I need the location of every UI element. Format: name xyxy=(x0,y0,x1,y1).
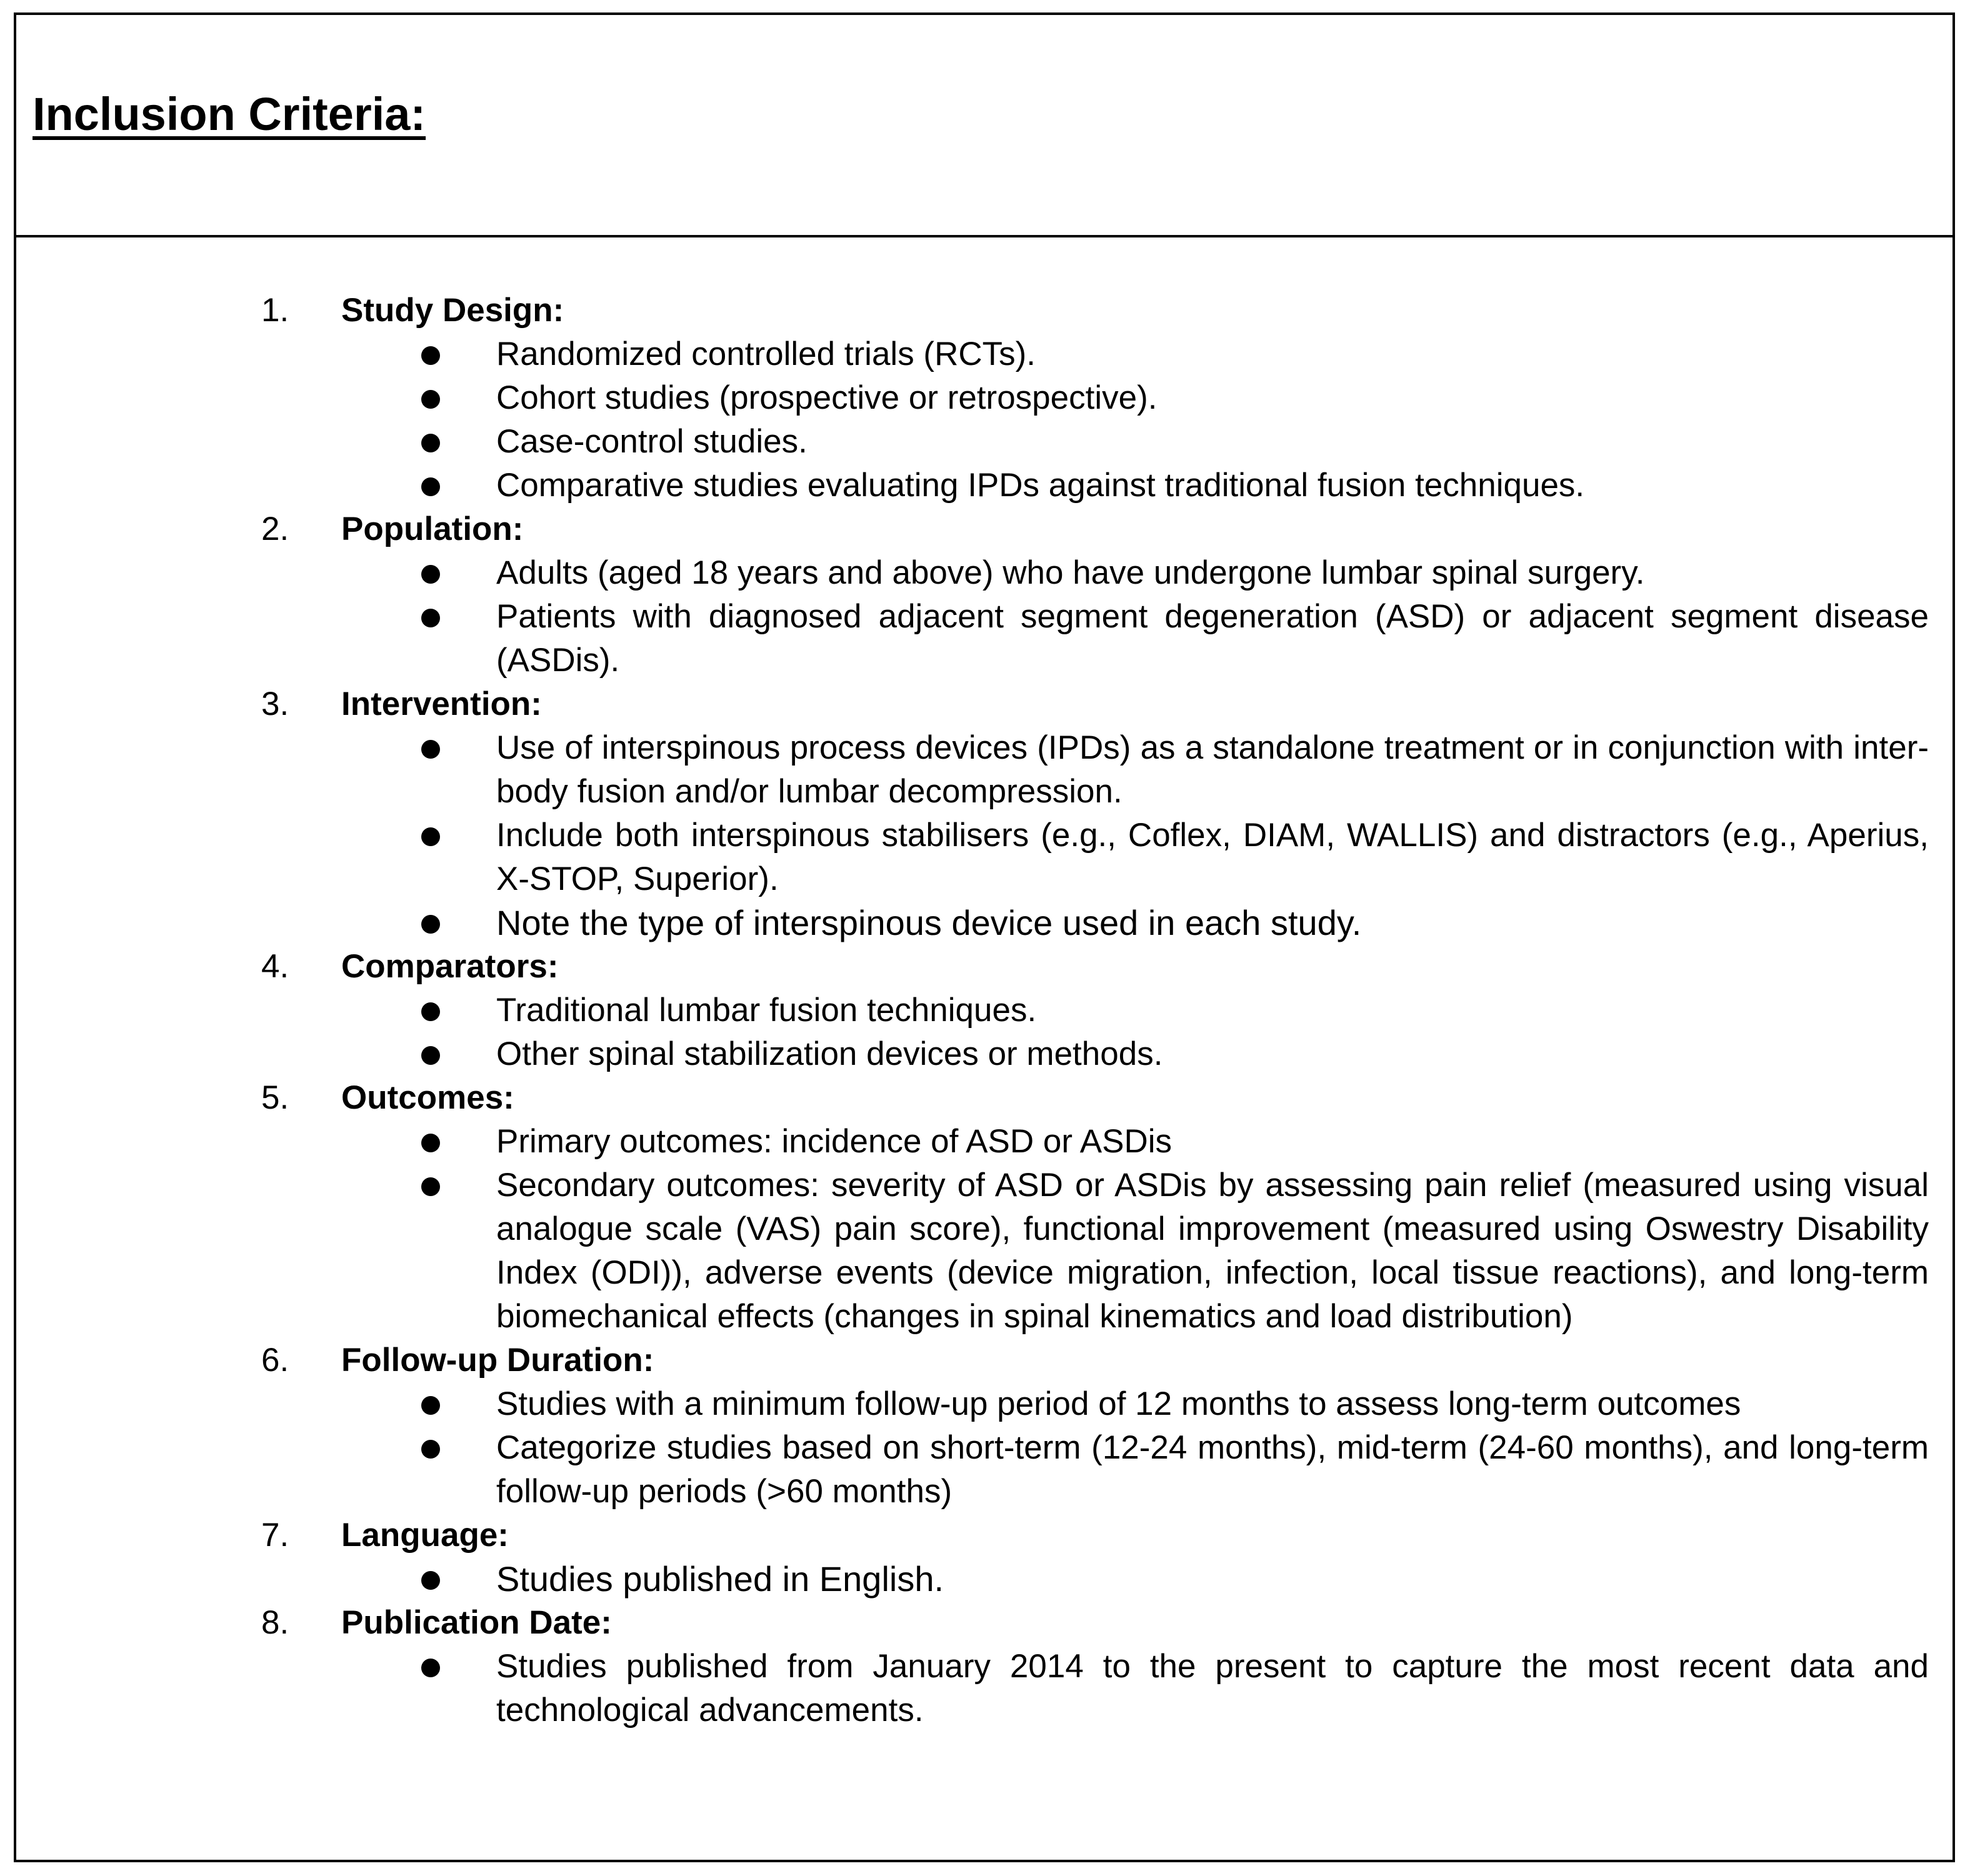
bullet-list xyxy=(16,551,1952,682)
bullet-icon xyxy=(421,1659,440,1677)
criterion-number: 8. xyxy=(261,1604,289,1641)
bullet-list xyxy=(16,726,1952,945)
page-title: Inclusion Criteria: xyxy=(32,88,426,140)
list-item-text: Adults (aged 18 years and above) who have undergone lumbar spinal surgery. xyxy=(496,554,1645,591)
bullet-list xyxy=(16,1120,1952,1339)
bullet-list xyxy=(16,332,1952,507)
list-item xyxy=(16,1382,1952,1426)
list-item xyxy=(16,332,1952,376)
bullet-list xyxy=(16,989,1952,1076)
bullet-icon xyxy=(421,915,440,934)
bullet-icon xyxy=(421,1002,440,1021)
list-item xyxy=(16,1032,1952,1076)
criterion-heading xyxy=(16,1514,1952,1557)
list-item-text: Studies published from January 2014 to the present to capture the most recent data and technological advancements. xyxy=(496,1648,1929,1729)
criterion-heading xyxy=(16,1076,1952,1120)
criterion-language xyxy=(16,1514,1952,1601)
criterion-publication-date xyxy=(16,1601,1952,1732)
bullet-icon xyxy=(421,1177,440,1196)
criterion-intervention xyxy=(16,682,1952,945)
bullet-icon xyxy=(421,1134,440,1152)
criterion-number: 1. xyxy=(261,292,289,329)
criterion-number: 3. xyxy=(261,686,289,722)
criteria-table xyxy=(14,12,1955,1862)
list-item-text: Cohort studies (prospective or retrospective). xyxy=(496,379,1158,416)
criterion-heading xyxy=(16,1601,1952,1645)
bullet-icon xyxy=(421,1396,440,1415)
list-item-text: Other spinal stabilization devices or methods. xyxy=(496,1035,1163,1072)
criterion-number: 7. xyxy=(261,1517,289,1554)
criterion-heading xyxy=(16,1339,1952,1382)
criterion-title: Intervention: xyxy=(341,686,542,722)
list-item xyxy=(16,1557,1952,1601)
list-item-text: Include both interspinous stabilisers (e.g., Coflex, DIAM, WALLIS) and distractors (e.g., Aperius, X-STOP, Superior). xyxy=(496,817,1929,897)
bullet-icon xyxy=(421,1571,440,1590)
list-item xyxy=(16,464,1952,507)
list-item xyxy=(16,1164,1952,1339)
criterion-number: 5. xyxy=(261,1079,289,1116)
criterion-number: 6. xyxy=(261,1342,289,1379)
list-item xyxy=(16,551,1952,595)
list-item-text: Case-control studies. xyxy=(496,423,808,460)
criterion-population xyxy=(16,507,1952,682)
list-item-text: Note the type of interspinous device used in each study. xyxy=(496,903,1362,942)
bullet-icon xyxy=(421,1440,440,1459)
list-item xyxy=(16,376,1952,420)
criterion-title: Language: xyxy=(341,1517,509,1554)
list-item-text: Studies published in English. xyxy=(496,1559,944,1599)
list-item xyxy=(16,1645,1952,1732)
list-item xyxy=(16,726,1952,814)
list-item-text: Patients with diagnosed adjacent segment degeneration (ASD) or adjacent segment disease (ASDis). xyxy=(496,598,1929,679)
list-item-text: Traditional lumbar fusion techniques. xyxy=(496,992,1037,1029)
criterion-title: Study Design: xyxy=(341,292,564,329)
list-item-text: Primary outcomes: incidence of ASD or ASDis xyxy=(496,1123,1172,1160)
criterion-heading xyxy=(16,507,1952,551)
bullet-list xyxy=(16,1645,1952,1732)
bullet-icon xyxy=(421,827,440,846)
criterion-heading xyxy=(16,682,1952,726)
list-item xyxy=(16,814,1952,901)
list-item-text: Randomized controlled trials (RCTs). xyxy=(496,336,1036,372)
criteria-list xyxy=(16,289,1952,1732)
criterion-follow-up-duration xyxy=(16,1339,1952,1514)
list-item xyxy=(16,989,1952,1032)
list-item-text: Use of interspinous process devices (IPDs) as a standalone treatment or in conjunction with inter-body fusion and/or lumbar decompression. xyxy=(496,729,1929,810)
bullet-list xyxy=(16,1382,1952,1514)
criterion-number: 2. xyxy=(261,511,289,547)
list-item-text: Categorize studies based on short-term (12-24 months), mid-term (24-60 months), and long-term follow-up periods (>60 months) xyxy=(496,1429,1929,1510)
criterion-title: Population: xyxy=(341,511,524,547)
criterion-title: Comparators: xyxy=(341,948,559,985)
list-item xyxy=(16,1120,1952,1164)
bullet-icon xyxy=(421,434,440,452)
bullet-icon xyxy=(421,565,440,584)
criterion-title: Follow-up Duration: xyxy=(341,1342,654,1379)
criterion-number: 4. xyxy=(261,948,289,985)
criterion-outcomes xyxy=(16,1076,1952,1339)
criterion-comparators xyxy=(16,945,1952,1076)
list-item-text: Secondary outcomes: severity of ASD or ASDis by assessing pain relief (measured using visual analogue scale (VAS) pain score), functional improvement (measured using Oswestry Disability Index (ODI)), adverse events (device migration, infection, local tissue reactions), and long-term biomechanical effects (changes in spinal kinematics and load distribution) xyxy=(496,1167,1929,1335)
criterion-title: Outcomes: xyxy=(341,1079,514,1116)
bullet-icon xyxy=(421,1046,440,1065)
bullet-icon xyxy=(421,477,440,496)
criterion-heading xyxy=(16,945,1952,989)
list-item-text: Comparative studies evaluating IPDs against traditional fusion techniques. xyxy=(496,467,1585,504)
bullet-list xyxy=(16,1557,1952,1601)
bullet-icon xyxy=(421,390,440,409)
list-item xyxy=(16,420,1952,464)
criterion-title: Publication Date: xyxy=(341,1604,612,1641)
table-header-cell xyxy=(16,15,1952,237)
bullet-icon xyxy=(421,609,440,627)
bullet-icon xyxy=(421,346,440,365)
list-item xyxy=(16,595,1952,682)
list-item xyxy=(16,1426,1952,1514)
criterion-heading xyxy=(16,289,1952,332)
list-item-text: Studies with a minimum follow-up period of 12 months to assess long-term outcomes xyxy=(496,1385,1741,1422)
bullet-icon xyxy=(421,740,440,759)
list-item xyxy=(16,901,1952,945)
criterion-study-design xyxy=(16,289,1952,507)
